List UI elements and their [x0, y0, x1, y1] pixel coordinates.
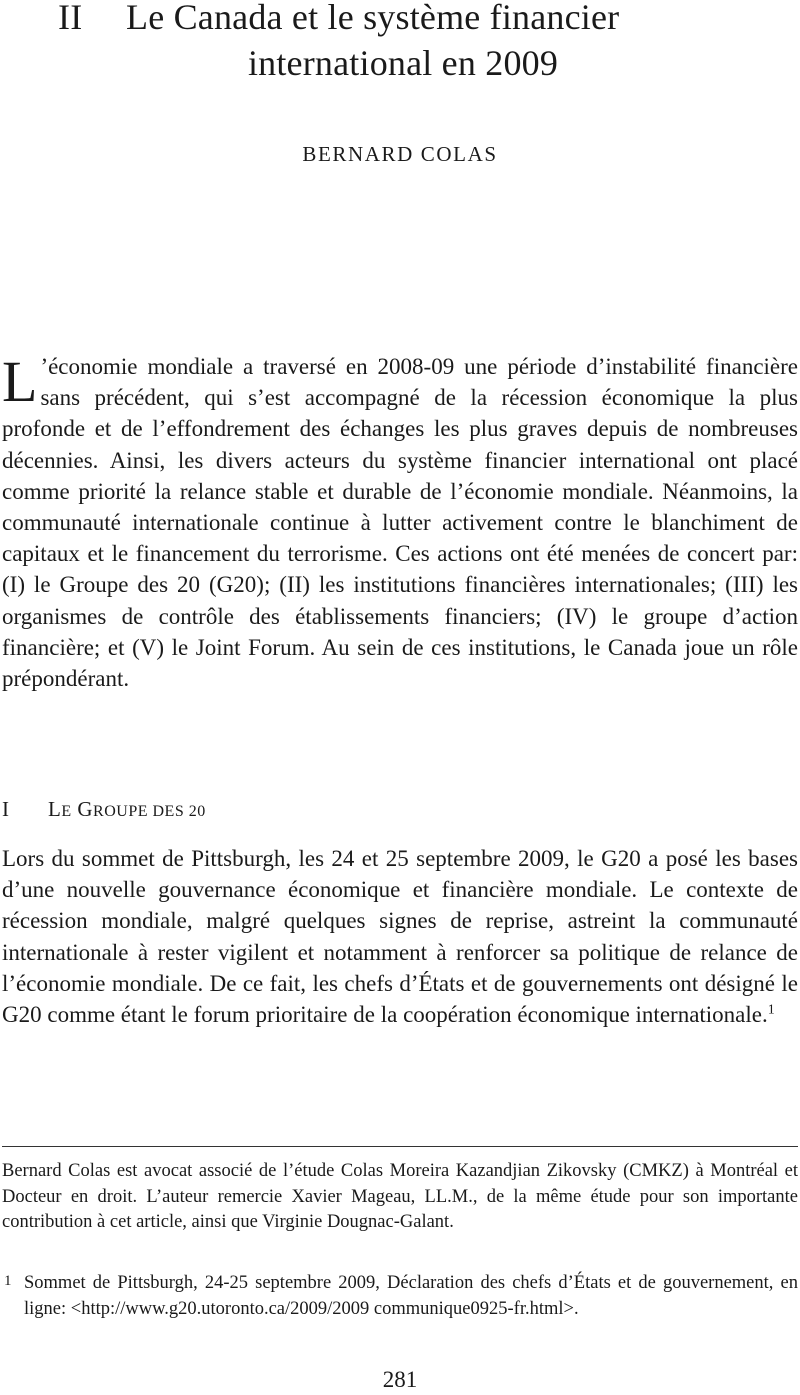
page-number: 281 — [382, 1367, 418, 1392]
footnote-divider — [2, 1146, 798, 1147]
footnote-reference[interactable]: 1 — [767, 1002, 775, 1018]
author-note: Bernard Colas est avocat associé de l’étude Colas Moreira Kazandjian Zikovsky (CMKZ) à Montréal et Docteur en droit. L’auteur remercie Xavier Mageau, LL.M., de la même étude pour son importante contribution à cet article, ainsi que Virginie Dougnac-Galant. — [2, 1161, 798, 1232]
section-heading-rest-1: E — [61, 803, 72, 820]
author-name: BERNARD COLAS — [302, 142, 498, 166]
chapter-title-line2: international en 2009 — [247, 43, 559, 83]
chapter-number: II — [58, 0, 83, 37]
section-heading-initial-2: G — [77, 797, 94, 821]
section-number: I — [2, 797, 10, 821]
section-paragraph — [2, 843, 798, 1030]
chapter-title-line1: Le Canada et le système financier — [126, 0, 620, 37]
footnote-1-text: Sommet de Pittsburgh, 24-25 septembre 2009, Déclaration des chefs d’États et de gouvernement, en ligne: <http://www.g20.utoronto.ca/2009/2009 communique0925-fr.html>. — [24, 1273, 798, 1319]
footnote-1-number: 1 — [4, 1273, 12, 1289]
intro-text: ’économie mondiale a traversé en 2008-09 une période d’instabilité financière sans précédent, qui s’est accompagné de la récession économique la plus profonde et de l’effondrement des échanges les plus graves depuis de nombreuses décennies. Ainsi, les divers acteurs du système financier international ont placé comme priorité la relance stable et durable de l’économie mondiale. Néanmoins, la communauté internationale continue à lutter activement contre le blanchiment de capitaux et le financement du terrorisme. Ces actions ont été menées de concert par: (I) le Groupe des 20 (G20); (II) les institutions financières internationales; (III) les organismes de contrôle des établissements financiers; (IV) le groupe d’action financière; et (V) le Joint Forum. Au sein de ces institutions, le Canada joue un rôle prépondérant. — [2, 354, 798, 692]
drop-cap: L — [2, 349, 38, 414]
section-heading-initial-1: L — [48, 797, 62, 821]
section-paragraph-text: Lors du sommet de Pittsburgh, les 24 et 25 septembre 2009, le G20 a posé les bases d’une nouvelle gouvernance économique et financière mondiale. Le contexte de récession mondiale, malgré quelques signes de reprise, astreint la communauté internationale à rester vigilent et notamment à renforcer sa politique de relance de l’économie mondiale. De ce fait, les chefs d’États et de gouvernements ont désigné le G20 comme étant le forum prioritaire de la coopération économique internationale. — [2, 846, 798, 1028]
section-heading-rest-2: ROUPE DES 20 — [93, 803, 206, 820]
chapter-title — [58, 0, 778, 86]
section-heading — [2, 795, 206, 826]
footnote-1 — [2, 1271, 798, 1322]
intro-paragraph — [2, 351, 798, 694]
